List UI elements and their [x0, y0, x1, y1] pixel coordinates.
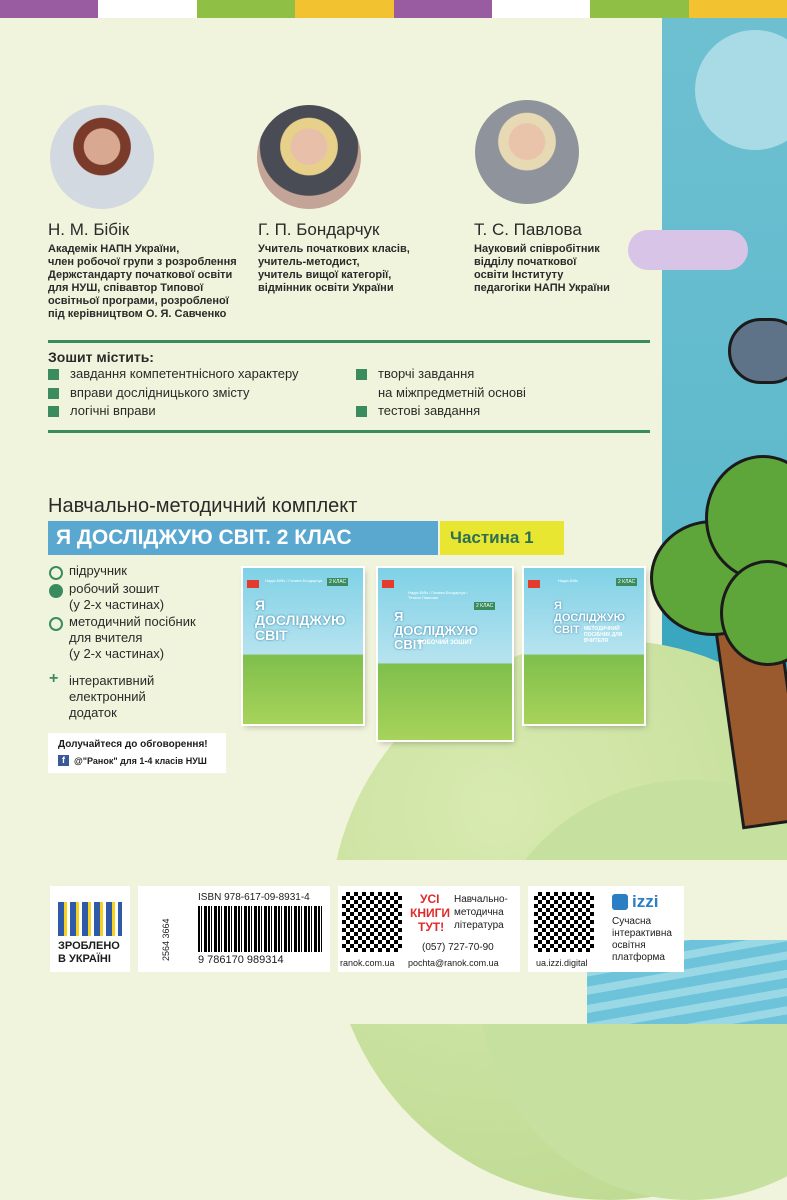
all-books-line-3: ТУТ!: [418, 920, 445, 934]
desc-line: для НУШ, співавтор Типової: [48, 282, 204, 294]
desc-line: педагогіки НАПН України: [474, 282, 610, 294]
made-in-ukraine-box: [50, 886, 130, 972]
made-in-line-1: ЗРОБЛЕНО: [58, 940, 120, 952]
kit-item-line: електронний: [69, 689, 146, 704]
desc-line: учитель-методист,: [258, 256, 360, 268]
book-cover-textbook: [243, 568, 363, 724]
desc-line: Науковий співробітник: [474, 243, 600, 255]
book-cover-teacher-guide: [524, 568, 644, 724]
desc-line: відділу початкової: [474, 256, 577, 268]
desc-line: Держстандарту початкової освіти: [48, 269, 233, 281]
book-authors: Надія Бібік: [558, 578, 579, 583]
contents-right-item: на міжпредметній основі: [378, 385, 526, 400]
square-bullet-icon: [356, 369, 367, 380]
contents-left-item: логічні вправи: [70, 403, 156, 418]
author-name-1: Н. М. Бібік: [48, 220, 130, 239]
kit-item-teacher-guide: [69, 614, 196, 662]
kit-banner: Я ДОСЛІДЖУЮ СВІТ. 2 КЛАС: [48, 521, 438, 555]
barcode-number: 9 786170 989314: [198, 954, 284, 966]
all-books-line-1: УСІ: [420, 892, 440, 906]
barcode-side-number: 2564 3664: [161, 918, 171, 961]
desc-line: учитель вищої категорії,: [258, 269, 392, 281]
rain-cloud-illustration: [728, 318, 787, 384]
contents-left-item: завдання компетентнісного характеру: [70, 366, 299, 381]
social-line-1: Долучайтеся до обговорення!: [58, 739, 208, 750]
ranok-box: [338, 886, 520, 972]
square-bullet-icon: [356, 406, 367, 417]
izzi-desc-3: освітня: [612, 940, 646, 951]
desc-line: член робочої групи з розроблення: [48, 256, 237, 268]
contents-left-item: вправи дослідницького змісту: [70, 385, 250, 400]
kit-item-workbook: [69, 581, 164, 613]
author-name-3: Т. С. Павлова: [474, 220, 582, 239]
book-title: Я ДОСЛІДЖУЮ СВІТ: [394, 609, 478, 652]
plus-icon: +: [49, 670, 59, 687]
email-text[interactable]: pochta@ranok.com.ua: [408, 958, 499, 968]
kit-item-line: робочий зошит: [69, 581, 160, 596]
square-bullet-icon: [48, 406, 59, 417]
izzi-box: [528, 886, 684, 972]
desc-line: освітньої програми, розробленої: [48, 295, 229, 307]
social-line-2[interactable]: @"Ранок" для 1-4 класів НУШ: [74, 756, 207, 766]
divider: [48, 430, 650, 433]
ranok-url[interactable]: ranok.com.ua: [340, 958, 395, 968]
author-photo-3: [475, 100, 579, 204]
author-photo-1: [50, 105, 154, 209]
book-authors: Надія Бібік / Галина Бондарчук / Тетяна Павлова: [408, 590, 468, 600]
desc-line: відмінник освіти України: [258, 282, 394, 294]
kit-item-line: методичний посібник: [69, 614, 196, 629]
izzi-desc-1: Сучасна: [612, 916, 652, 927]
desc-line: освіти Інституту: [474, 269, 564, 281]
author-desc-1: [48, 243, 237, 321]
lit-line-3: література: [454, 920, 504, 931]
author-desc-2: [258, 243, 410, 295]
contents-right-item: творчі завдання: [378, 366, 475, 381]
izzi-brand: izzi: [632, 892, 659, 911]
facebook-icon[interactable]: f: [58, 755, 69, 766]
square-bullet-icon: [48, 388, 59, 399]
kit-item-line: додаток: [69, 705, 117, 720]
book-title: Я ДОСЛІДЖУЮ СВІТ: [255, 597, 346, 643]
book-cover-workbook: [378, 568, 512, 740]
made-in-line-2: В УКРАЇНІ: [58, 953, 111, 965]
lit-line-1: Навчально-: [454, 894, 508, 905]
pink-cloud-illustration: [628, 230, 748, 270]
circle-filled-icon: [49, 584, 63, 598]
izzi-desc-2: інтерактивна: [612, 928, 672, 939]
author-photo-2: [257, 105, 361, 209]
part-label: Частина 1: [440, 521, 564, 555]
kit-item-textbook: [69, 563, 127, 579]
lit-line-2: методична: [454, 907, 504, 918]
contents-right-item: тестові завдання: [378, 403, 481, 418]
izzi-logo-icon: [612, 894, 628, 910]
book-authors: Надія Бібік / Галина Бондарчук: [265, 578, 323, 583]
desc-line: Учитель початкових класів,: [258, 243, 410, 255]
kit-item-line: підручник: [69, 563, 127, 578]
publisher-logo: [528, 580, 540, 588]
divider: [48, 340, 650, 343]
author-name-2: Г. П. Бондарчук: [258, 220, 380, 239]
qr-code-icon[interactable]: [534, 892, 594, 952]
book-subtitle: РОБОЧИЙ ЗОШИТ: [418, 640, 473, 646]
kit-title: Навчально-методичний комплект: [48, 495, 358, 517]
ukraine-flag-bars-icon: [58, 902, 122, 936]
circle-outline-icon: [49, 617, 63, 631]
izzi-desc-4: платформа: [612, 952, 665, 963]
desc-line: під керівництвом О. Я. Савченко: [48, 308, 227, 320]
barcode-box: [138, 886, 330, 972]
isbn-text: ISBN 978-617-09-8931-4: [198, 892, 310, 903]
contents-title: Зошит містить:: [48, 349, 154, 365]
kit-item-line: для вчителя: [69, 630, 143, 645]
circle-outline-icon: [49, 566, 63, 580]
top-color-strip: [0, 0, 787, 18]
kit-item-interactive: [69, 673, 154, 721]
book-subtitle: МЕТОДИЧНИЙ ПОСІБНИК ДЛЯ ВЧИТЕЛЯ: [584, 626, 623, 644]
book-grade-badge: 2 КЛАС: [476, 603, 494, 609]
kit-item-line: (у 2-х частинах): [69, 646, 165, 661]
book-title: Я ДОСЛІДЖУЮ СВІТ: [554, 600, 626, 636]
izzi-url[interactable]: ua.izzi.digital: [536, 958, 588, 968]
barcode-icon: [198, 906, 324, 952]
publisher-logo: [382, 580, 394, 588]
qr-code-icon[interactable]: [342, 892, 402, 952]
author-desc-3: [474, 243, 610, 295]
book-grade-badge: 2 КЛАС: [329, 579, 347, 585]
desc-line: Академік НАПН України,: [48, 243, 180, 255]
square-bullet-icon: [48, 369, 59, 380]
book-grade-badge: 2 КЛАС: [618, 579, 636, 585]
kit-item-line: інтерактивний: [69, 673, 155, 688]
all-books-line-2: КНИГИ: [410, 906, 451, 920]
kit-item-line: (у 2-х частинах): [69, 597, 165, 612]
phone-text[interactable]: (057) 727-70-90: [422, 942, 494, 953]
publisher-logo: [247, 580, 259, 588]
social-box: [48, 733, 226, 773]
